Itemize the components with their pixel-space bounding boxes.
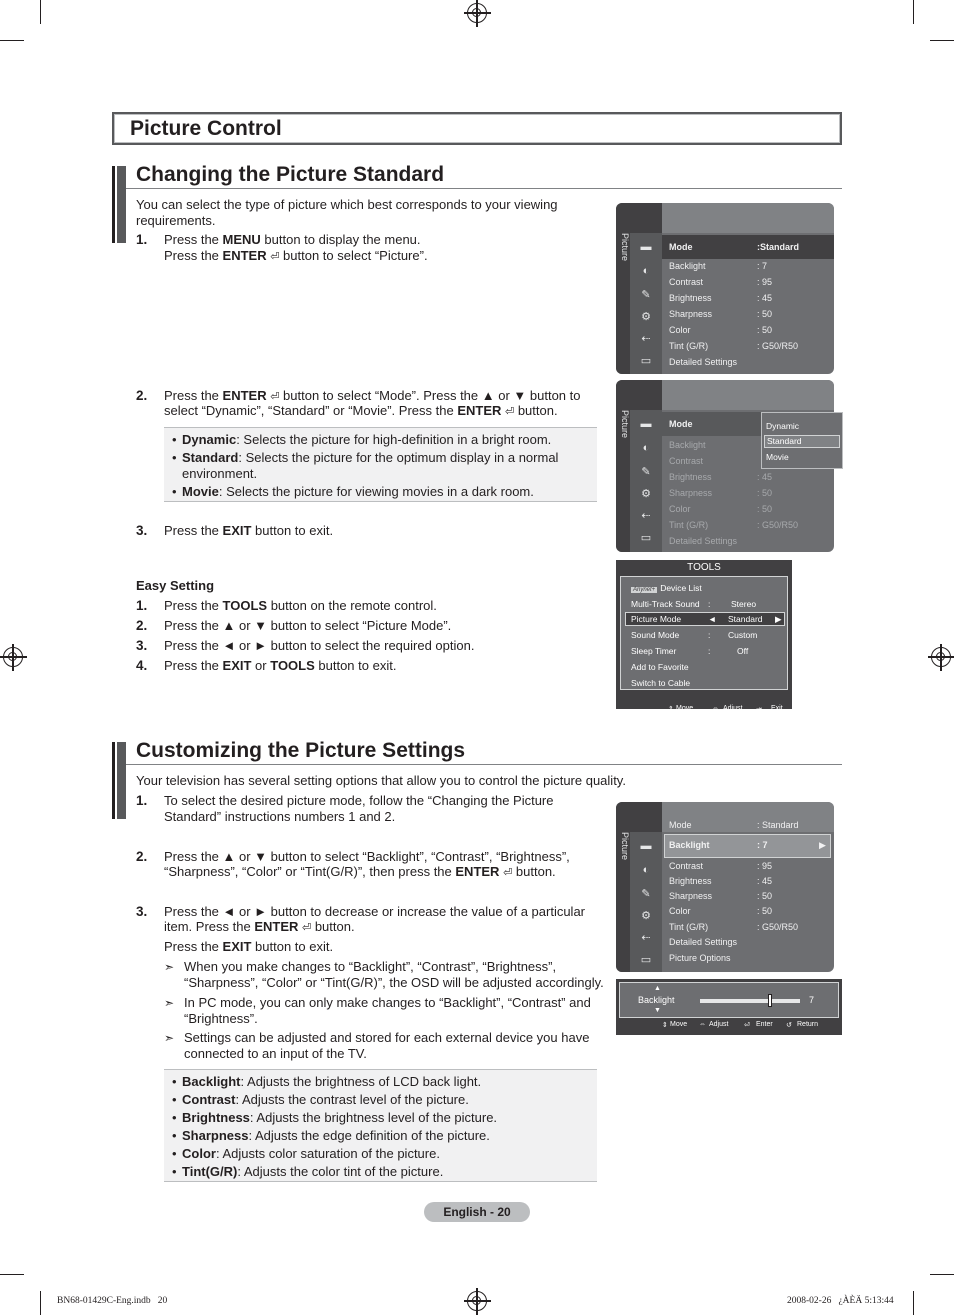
chapter-title: Picture Control: [130, 117, 282, 140]
enter-icon: ⏎: [505, 406, 515, 418]
slider-panel: [619, 982, 839, 1018]
section-title: Changing the Picture Standard: [136, 163, 445, 186]
step-text: Press the ENTER ⏎ button to select “Mode”. Press the ▲ or ▼ button to: [164, 388, 581, 403]
section-bar: [112, 742, 126, 819]
arrow-right-icon: ▶: [819, 840, 826, 850]
picture-icon: ▬: [640, 840, 652, 852]
anynet-logo: Anynet+: [633, 587, 656, 593]
osd-row[interactable]: Picture Options: [669, 953, 731, 963]
osd-row[interactable]: Detailed Settings: [669, 536, 738, 546]
osd-row[interactable]: Contrast : 95: [669, 277, 773, 287]
tools-row[interactable]: Sound Mode : Custom: [631, 630, 758, 640]
step-number: 2.: [136, 388, 148, 403]
step-text: Press the ▲ or ▼ button to select “Picture Mode”.: [164, 618, 452, 633]
enter-icon: ⏎: [744, 1022, 750, 1029]
step-number: 1.: [136, 598, 148, 613]
registration-mark-icon: [3, 647, 23, 667]
osd-row[interactable]: Sharpness : 50: [669, 309, 773, 319]
osd-row[interactable]: Brightness : 45: [669, 472, 773, 482]
channel-icon: ✎: [641, 888, 651, 900]
step-number: 3.: [136, 523, 148, 538]
note-box: [164, 427, 597, 502]
osd-row[interactable]: Detailed Settings: [669, 357, 738, 367]
list-item: • Color: Adjusts color saturation of the picture.: [166, 1146, 593, 1162]
move-icon: ⇕: [662, 1022, 668, 1029]
page-number: English - 20: [424, 1202, 530, 1222]
osd-row[interactable]: Mode :Standard: [669, 242, 800, 252]
sound-icon: ◐: [642, 864, 650, 876]
popup-option-dynamic[interactable]: Dynamic: [766, 421, 800, 431]
tools-row[interactable]: Sleep Timer : Off: [631, 646, 749, 656]
popup-option-standard[interactable]: Standard: [764, 435, 840, 448]
list-item: • Backlight: Adjusts the brightness of LCD back light.: [166, 1074, 593, 1090]
section-rule: [126, 764, 842, 765]
section-bar: [112, 166, 126, 243]
arrow-note: ➣ Settings can be adjusted and stored for each external device you have connected to an input of the TV.: [164, 1030, 604, 1062]
osd-row[interactable]: Sharpness : 50: [669, 488, 773, 498]
tools-title: TOOLS: [687, 562, 721, 573]
step-text: Press the EXIT button to exit.: [164, 523, 334, 538]
crop-mark: [913, 0, 914, 24]
exit-icon: ⇥: [756, 706, 762, 713]
application-icon: ▭: [640, 532, 652, 544]
step-text: Standard” instructions numbers 1 and 2.: [164, 809, 396, 824]
easy-setting-title: Easy Setting: [136, 578, 215, 593]
move-icon: ⇕: [668, 706, 674, 713]
osd-row[interactable]: Color : 50: [669, 325, 773, 335]
list-item: • Sharpness: Adjusts the edge definition of the picture.: [166, 1128, 593, 1144]
input-icon: ⇠: [641, 510, 651, 522]
osd-row[interactable]: Backlight: [669, 440, 706, 450]
step-text: Press the ENTER ⏎ button to select “Picture”.: [164, 248, 428, 263]
step-number: 3.: [136, 638, 148, 653]
crop-mark: [40, 0, 41, 24]
list-item: • Tint(G/R): Adjusts the color tint of the picture.: [166, 1164, 593, 1180]
tools-row[interactable]: Switch to Cable: [631, 678, 691, 688]
osd-row[interactable]: Brightness : 45: [669, 876, 773, 886]
step-text: “Sharpness”, “Color” or “Tint(G/R)”, then press the ENTER ⏎ button.: [164, 864, 556, 879]
step-text: select “Dynamic”, “Standard” or “Movie”. Press the ENTER ⏎ button.: [164, 403, 558, 418]
step-number: 3.: [136, 904, 148, 919]
step-number: 4.: [136, 658, 148, 673]
step-text: Press the ◄ or ► button to decrease or increase the value of a particular: [164, 904, 586, 919]
list-item: • Brightness: Adjusts the brightness level of the picture.: [166, 1110, 593, 1126]
osd-side-label: Picture: [620, 832, 630, 861]
popup-option-movie[interactable]: Movie: [766, 452, 789, 462]
osd-row[interactable]: Contrast: [669, 456, 704, 466]
slider-value: 7: [809, 995, 815, 1005]
section-rule: [126, 188, 842, 189]
osd-row[interactable]: Tint (G/R) : G50/R50: [669, 520, 799, 530]
arrow-note: ➣ In PC mode, you can only make changes to “Backlight”, “Contrast” and “Brightness”.: [164, 995, 604, 1027]
step-number: 2.: [136, 618, 148, 633]
enter-icon: ⏎: [270, 391, 280, 403]
osd-header: [662, 203, 834, 233]
crop-mark: [930, 1274, 954, 1275]
channel-icon: ✎: [641, 289, 651, 301]
mode-popup: [761, 412, 843, 469]
list-item: • Standard: Selects the picture for the optimum display in a normal environment.: [166, 450, 593, 482]
application-icon: ▭: [640, 954, 652, 966]
step-text: Press the EXIT button to exit.: [164, 939, 334, 954]
setup-icon: ⚙: [641, 311, 651, 323]
slider-thumb[interactable]: [768, 994, 772, 1007]
file-slug: BN68-01429C-Eng.indb 20: [57, 1296, 168, 1306]
tools-row[interactable]: Add to Favorite: [631, 662, 689, 672]
osd-row[interactable]: Brightness : 45: [669, 293, 773, 303]
arrow-down-icon: ▼: [654, 1007, 661, 1014]
step-text: item. Press the ENTER ⏎ button.: [164, 919, 355, 934]
slider-label: Backlight: [638, 995, 675, 1005]
list-item: • Dynamic: Selects the picture for high-definition in a bright room.: [166, 432, 593, 448]
osd-side-label: Picture: [620, 410, 630, 439]
osd-picture-menu: [616, 203, 834, 374]
enter-icon: ⏎: [270, 251, 280, 263]
osd-row[interactable]: Mode : Standard: [669, 820, 799, 830]
osd-icons: [630, 832, 662, 972]
channel-icon: ✎: [641, 466, 651, 478]
setup-icon: ⚙: [641, 488, 651, 500]
note-box: [164, 1069, 597, 1182]
osd-row[interactable]: Color : 50: [669, 504, 773, 514]
application-icon: ▭: [640, 355, 652, 367]
step-text: To select the desired picture mode, follow the “Changing the Picture: [164, 793, 554, 808]
picture-icon: ▬: [640, 241, 652, 253]
section-title: Customizing the Picture Settings: [136, 739, 466, 762]
osd-picture-settings: [616, 802, 834, 972]
setup-icon: ⚙: [641, 910, 651, 922]
osd-row[interactable]: Detailed Settings: [669, 937, 738, 947]
adjust-icon: ⇔: [699, 1021, 706, 1028]
osd-row[interactable]: Tint (G/R) : G50/R50: [669, 341, 799, 351]
osd-row[interactable]: Color : 50: [669, 906, 773, 916]
intro-text: Your television has several setting options that allow you to control the picture quality.: [136, 773, 626, 788]
crop-mark: [913, 1291, 914, 1315]
picture-icon: ▬: [640, 418, 652, 430]
tools-row-picture-mode[interactable]: Picture Mode ◄ Standard ▶: [631, 614, 782, 624]
registration-mark-icon: [467, 1291, 487, 1311]
tools-panel: [620, 576, 788, 690]
backlight-slider-osd: ▲ Backlight ▼ 7 ⇕ Move ⇔ Adjust ⏎ Enter ↺ Return: [616, 979, 842, 1035]
step-text: Press the EXIT or TOOLS button to exit.: [164, 658, 397, 673]
list-item: • Contrast: Adjusts the contrast level of the picture.: [166, 1092, 593, 1108]
crop-mark: [0, 40, 24, 41]
osd-icons: [630, 410, 662, 552]
registration-mark-icon: [931, 647, 951, 667]
tools-row[interactable]: Multi-Track Sound : Stereo: [631, 599, 757, 609]
list-item: • Movie: Selects the picture for viewing movies in a dark room.: [166, 484, 593, 500]
step-text: Press the ▲ or ▼ button to select “Backlight”, “Contrast”, “Brightness”,: [164, 849, 570, 864]
osd-side-label: Picture: [620, 233, 630, 262]
arrow-up-icon: ▲: [654, 985, 661, 992]
sound-icon: ◐: [642, 265, 650, 277]
arrow-right-icon: ▶: [775, 614, 782, 624]
osd-icons: [630, 233, 662, 374]
step-text: Press the TOOLS button on the remote control.: [164, 598, 437, 613]
osd-row[interactable]: Backlight : 7: [669, 261, 768, 271]
step-text: Press the MENU button to display the menu.: [164, 232, 421, 247]
osd-row[interactable]: Mode: [669, 419, 693, 429]
input-icon: ⇠: [641, 932, 651, 944]
enter-icon: ⏎: [302, 922, 312, 934]
date-slug: 2008-02-26 ¿ÀÈÄ 5:13:44: [787, 1296, 894, 1306]
step-number: 1.: [136, 232, 148, 247]
chapter-header: [112, 112, 842, 145]
tools-menu: TOOLS Anynet+ Device List Multi-Track Sound : Stereo Picture Mode ◄ Standard ▶ Sound Mode : Custom Sleep Timer : Off Add to Favorite Switch to Cable ⇕ Move ⇔ Adjust ⇥ Exit: [616, 560, 792, 709]
return-icon: ↺: [786, 1022, 792, 1029]
input-icon: ⇠: [641, 333, 651, 345]
osd-header: [662, 380, 834, 410]
crop-mark: [40, 1291, 41, 1315]
tools-row-device-list[interactable]: Anynet+ Device List: [633, 583, 702, 593]
adjust-icon: ⇔: [712, 705, 719, 712]
crop-mark: [0, 1274, 24, 1275]
osd-row[interactable]: Tint (G/R) : G50/R50: [669, 922, 799, 932]
step-text: Press the ◄ or ► button to select the required option.: [164, 638, 475, 653]
osd-row[interactable]: Sharpness : 50: [669, 891, 773, 901]
sound-icon: ◐: [642, 442, 650, 454]
intro-text: You can select the type of picture which best corresponds to your viewing requirements.: [136, 197, 558, 228]
arrow-note: ➣ When you make changes to “Backlight”, “Contrast”, “Brightness”, “Sharpness”, “Color” or “Tint(G/R)”, the OSD will be adjusted accordingly.: [164, 959, 604, 991]
crop-mark: [930, 40, 954, 41]
slider-track[interactable]: [700, 999, 800, 1003]
osd-row-backlight[interactable]: Backlight : 7 ▶: [669, 840, 826, 850]
osd-row[interactable]: Contrast : 95: [669, 861, 773, 871]
registration-mark-icon: [467, 3, 487, 23]
step-number: 1.: [136, 793, 148, 808]
enter-icon: ⏎: [503, 867, 513, 879]
step-number: 2.: [136, 849, 148, 864]
